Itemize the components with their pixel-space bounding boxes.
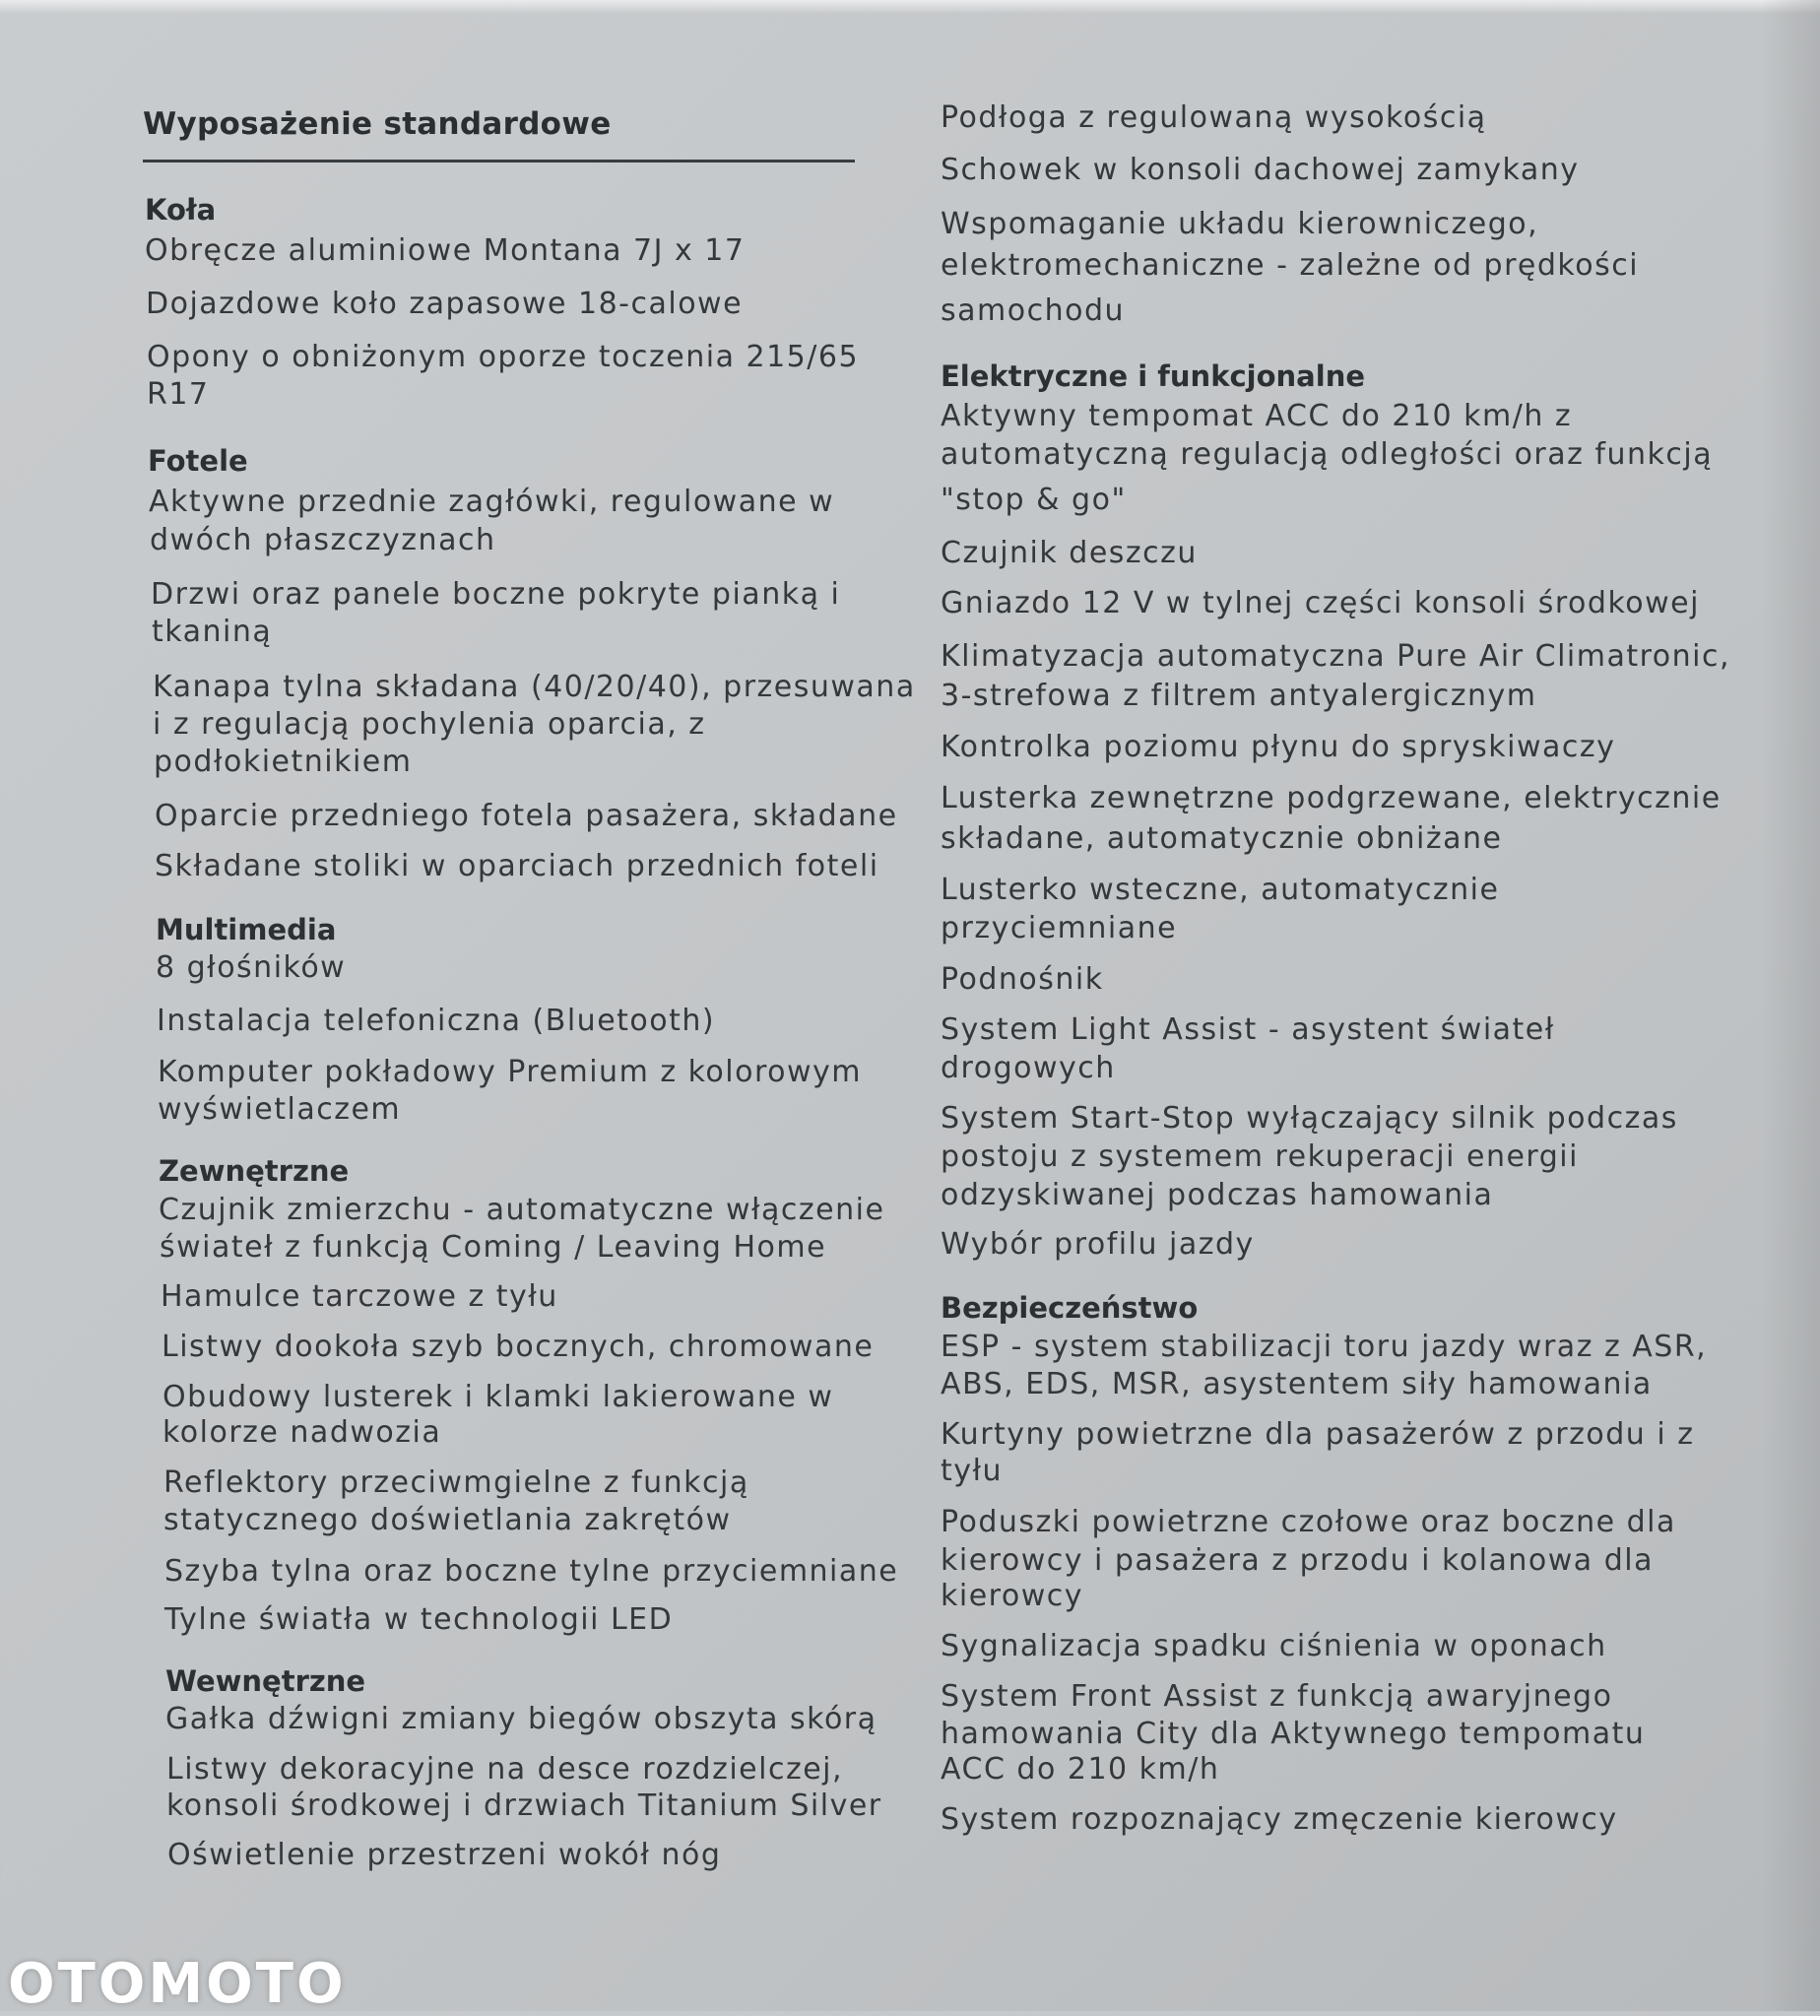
list-item-continued: elektromechaniczne - zależne od prędkości [941, 248, 1640, 283]
list-item: Kanapa tylna składana (40/20/40), przesuwana [153, 670, 916, 704]
list-item: Wybór profilu jazdy [941, 1227, 1255, 1262]
list-item: Sygnalizacja spadku ciśnienia w oponach [941, 1629, 1607, 1663]
list-item: System Start-Stop wyłączający silnik podczas [941, 1101, 1678, 1136]
list-item: Schowek w konsoli dachowej zamykany [941, 153, 1580, 187]
list-item-continued: 3-strefowa z filtrem antyalergicznym [941, 679, 1537, 713]
list-item: Szyba tylna oraz boczne tylne przyciemniane [164, 1554, 899, 1589]
list-item-continued: kierowcy i pasażera z przodu i kolanowa dla [941, 1543, 1654, 1578]
list-item-continued: samochodu [941, 293, 1126, 328]
list-item-continued: kierowcy [941, 1579, 1083, 1613]
list-item: Czujnik zmierzchu - automatyczne włączenie [159, 1193, 885, 1227]
section-heading-zewnetrzne: Zewnętrzne [159, 1154, 350, 1188]
list-item: Składane stoliki w oparciach przednich foteli [155, 849, 879, 883]
list-item: ESP - system stabilizacji toru jazdy wraz z ASR, [941, 1330, 1708, 1364]
list-item-continued: tyłu [941, 1454, 1004, 1488]
list-item-continued: podłokietnikiem [154, 745, 413, 779]
list-item: Klimatyzacja automatyczna Pure Air Climatronic, [941, 639, 1731, 674]
list-item: Aktywny tempomat ACC do 210 km/h z [941, 399, 1573, 433]
list-item-continued: R17 [147, 377, 210, 412]
otomoto-watermark: OTOMOTO [8, 1952, 347, 2016]
section-heading-elektryczne: Elektryczne i funkcjonalne [941, 359, 1366, 393]
list-item: Podłoga z regulowaną wysokością [941, 100, 1487, 135]
list-item-continued: składane, automatycznie obniżane [941, 821, 1503, 856]
list-item: Lusterka zewnętrzne podgrzewane, elektrycznie [941, 781, 1722, 815]
list-item-continued: odzyskiwanej podczas hamowania [941, 1178, 1494, 1212]
list-item: 8 głośników [156, 950, 347, 985]
list-item: Komputer pokładowy Premium z kolorowym [158, 1055, 863, 1089]
list-item-continued: tkaniną [152, 615, 273, 649]
section-heading-kola: Koła [145, 193, 217, 227]
list-item: Kurtyny powietrzne dla pasażerów z przodu i z [941, 1417, 1695, 1452]
list-item: Podnośnik [941, 962, 1104, 997]
paper-shadow [1761, 0, 1820, 2011]
list-item-continued: automatyczną regulacją odległości oraz funkcją [941, 437, 1714, 472]
list-item: Gniazdo 12 V w tylnej części konsoli środkowej [941, 586, 1700, 620]
section-heading-wewnetrzne: Wewnętrzne [165, 1664, 366, 1698]
list-item-continued: hamowania City dla Aktywnego tempomatu [941, 1717, 1646, 1751]
list-item-continued: "stop & go" [941, 483, 1127, 517]
document-title: Wyposażenie standardowe [143, 106, 612, 142]
list-item: Poduszki powietrzne czołowe oraz boczne dla [941, 1505, 1676, 1539]
list-item: System rozpoznający zmęczenie kierowcy [941, 1802, 1618, 1837]
list-item: Kontrolka poziomu płynu do spryskiwaczy [941, 730, 1616, 764]
list-item-continued: świateł z funkcją Coming / Leaving Home [160, 1230, 827, 1265]
list-item-continued: statycznego doświetlania zakrętów [163, 1503, 732, 1537]
list-item-continued: wyświetlaczem [158, 1092, 402, 1127]
list-item-continued: drogowych [941, 1051, 1116, 1085]
list-item: Hamulce tarczowe z tyłu [161, 1279, 558, 1314]
section-heading-multimedia: Multimedia [156, 913, 337, 946]
list-item-continued: ACC do 210 km/h [941, 1752, 1220, 1787]
list-item: Tylne światła w technologii LED [164, 1602, 674, 1637]
list-item-continued: postoju z systemem rekuperacji energii [941, 1139, 1579, 1174]
list-item-continued: ABS, EDS, MSR, asystentem siły hamowania [941, 1367, 1653, 1401]
list-item-continued: przyciemniane [941, 911, 1178, 945]
list-item: Oparcie przedniego fotela pasażera, składane [155, 799, 898, 833]
list-item: Drzwi oraz panele boczne pokryte pianką i [151, 577, 841, 612]
list-item: Wspomaganie układu kierowniczego, [941, 207, 1539, 241]
list-item: Obudowy lusterek i klamki lakierowane w [162, 1380, 834, 1414]
list-item: Czujnik deszczu [941, 536, 1198, 570]
list-item: Opony o obniżonym oporze toczenia 215/65 [147, 340, 860, 374]
list-item: Listwy dekoracyjne na desce rozdzielczej, [166, 1752, 844, 1787]
list-item: System Front Assist z funkcją awaryjnego [941, 1679, 1613, 1714]
list-item-continued: i z regulacją pochylenia oparcia, z [153, 707, 706, 742]
title-divider [143, 160, 855, 163]
list-item: Aktywne przednie zagłówki, regulowane w [149, 485, 835, 519]
list-item: Listwy dookoła szyb bocznych, chromowane [162, 1330, 875, 1364]
list-item: Reflektory przeciwmgielne z funkcją [163, 1465, 749, 1500]
paper-top-edge [0, 0, 1820, 14]
list-item: Dojazdowe koło zapasowe 18-calowe [146, 287, 744, 321]
list-item: Obręcze aluminiowe Montana 7J x 17 [145, 233, 746, 268]
list-item-continued: konsoli środkowej i drzwiach Titanium Silver [166, 1788, 882, 1823]
section-heading-fotele: Fotele [148, 444, 248, 478]
section-heading-bezpieczenstwo: Bezpieczeństwo [941, 1291, 1199, 1325]
list-item-continued: dwóch płaszczyznach [150, 523, 496, 557]
list-item: Instalacja telefoniczna (Bluetooth) [157, 1004, 716, 1038]
list-item-continued: kolorze nadwozia [162, 1415, 442, 1450]
list-item: Gałka dźwigni zmiany biegów obszyta skórą [165, 1702, 878, 1736]
list-item: System Light Assist - asystent świateł [941, 1012, 1555, 1047]
list-item: Lusterko wsteczne, automatycznie [941, 873, 1500, 907]
list-item: Oświetlenie przestrzeni wokół nóg [167, 1838, 722, 1872]
